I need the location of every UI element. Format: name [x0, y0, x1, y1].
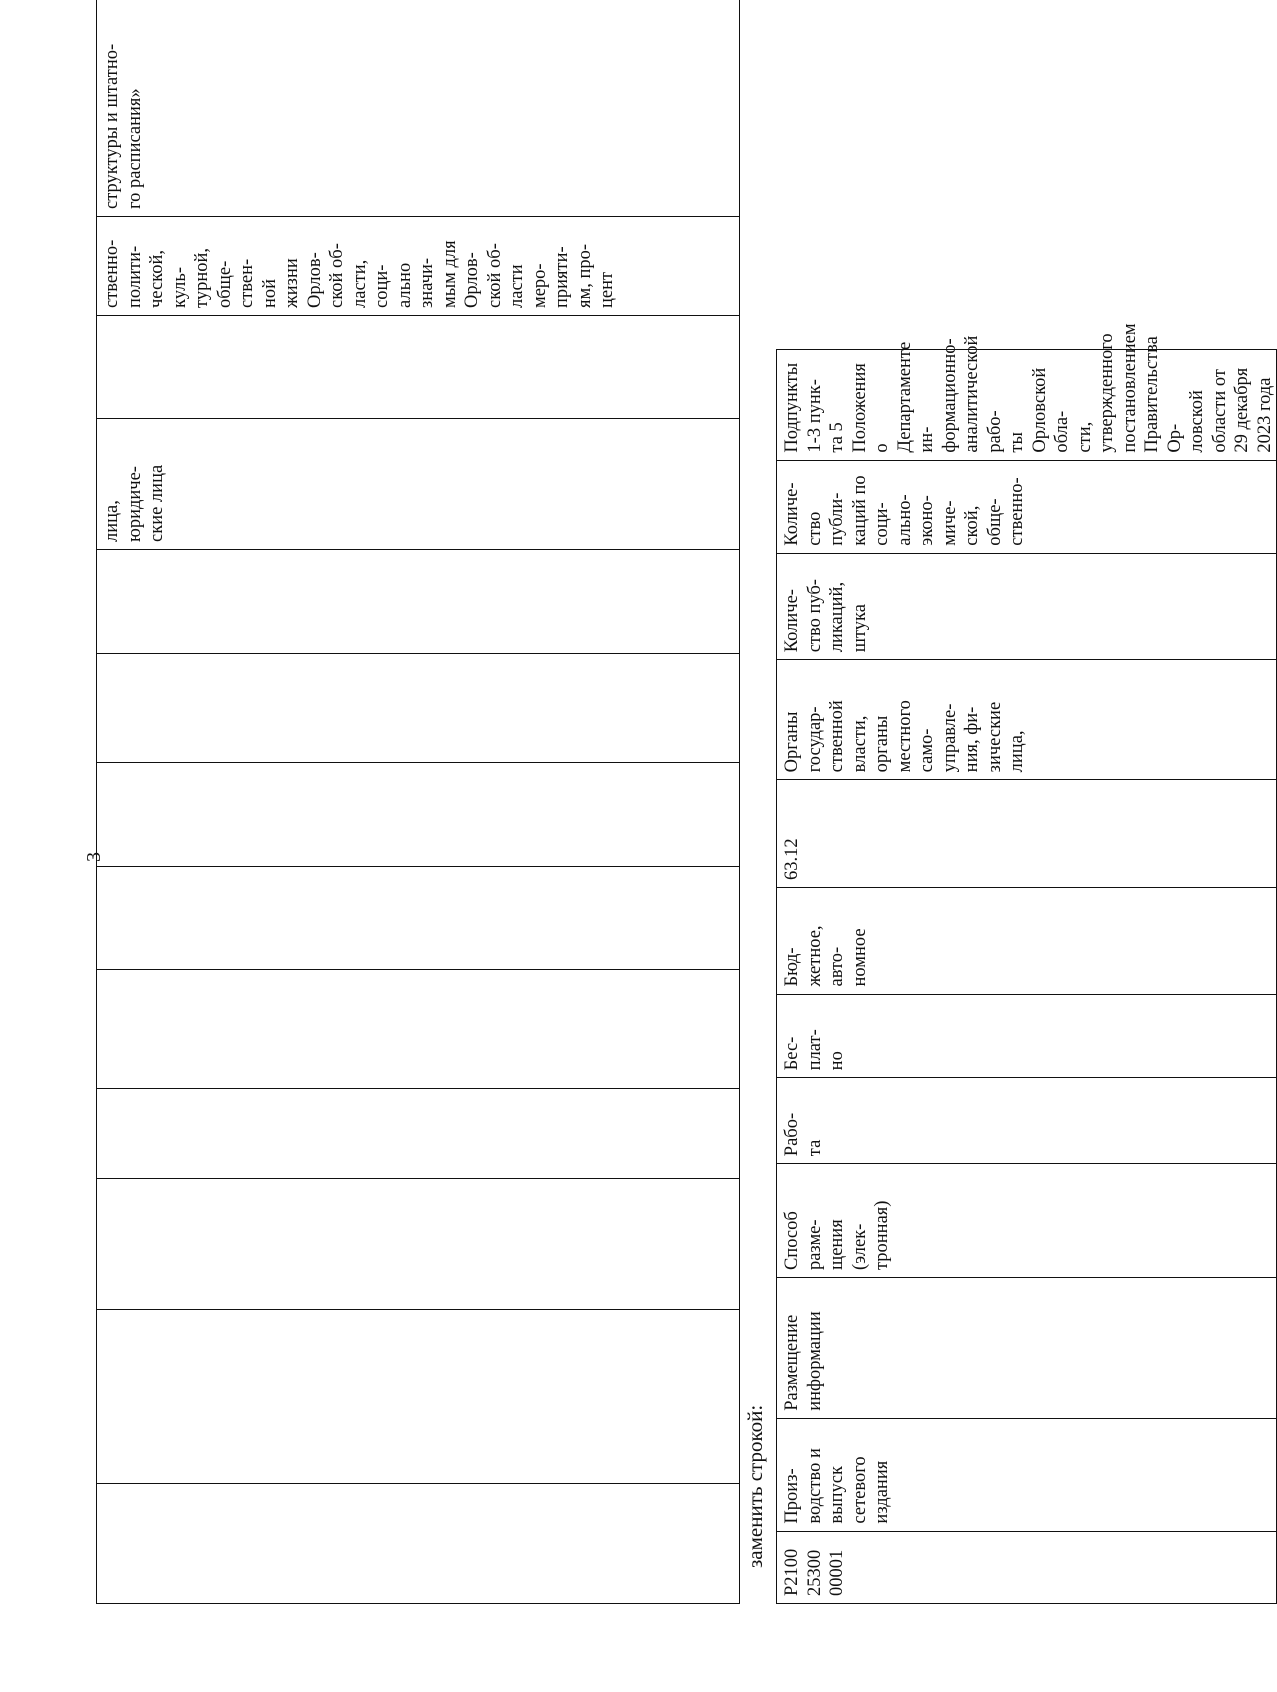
cell-content: Размещение информации [777, 1278, 1277, 1419]
cell-volume-indicator: Количе- ство пуб- ликаций, штука [777, 553, 1277, 660]
cell-registry-number [97, 1484, 740, 1604]
cell-consumers-cont: лица, юридиче- ские лица [97, 419, 740, 550]
cell-payment [97, 867, 740, 970]
cell-volume-indicator [97, 316, 740, 419]
cell-condition: Способ разме- щения (элек- тронная) [777, 1164, 1277, 1278]
cell-condition [97, 1089, 740, 1179]
cell-registry-number: Р2100 25300 00001 [777, 1531, 1277, 1603]
cell-okved: 63.12 [777, 780, 1277, 888]
cell-consumers [97, 550, 740, 654]
cell-consumers: Органы государ- ственной власти, органы местного само- управле- ния, фи- зические лица, [777, 660, 1277, 780]
cell-okved [97, 654, 740, 763]
cell-institution-type: Бюд- жетное, авто- номное [777, 887, 1277, 994]
table-row [97, 0, 740, 1604]
cell-content [97, 1179, 740, 1310]
cell-payment: Бес- плат- но [777, 994, 1277, 1078]
cell-quality-indicator: Количе- ство публи- каций по соци- ально- эконо- миче- ской, обще- ственно- [777, 460, 1277, 553]
page-number: 3 [83, 852, 105, 862]
table-continuation [96, 0, 740, 1604]
replace-with-row-label: заменить строкой: [743, 1404, 767, 1568]
table-replacement-row [776, 14, 1277, 1604]
cell-legal-basis: структуры и штатно- го расписания» [97, 0, 740, 217]
cell-institution-type [97, 763, 740, 867]
table-row [777, 14, 1277, 1604]
cell-type: Рабо- та [777, 1078, 1277, 1164]
cell-legal-basis: Подпункты 1-3 пунк- та 5 Положения о Департаменте ин- формационно- аналитической рабо- ты Орловской обла- сти, утвержденного постановлением Правительства Ор- ловской области от 29 декабря 2023 года [777, 349, 1277, 460]
cell-type [97, 970, 740, 1089]
cell-service-name [97, 1310, 740, 1484]
cell-service-name: Произ- водство и выпуск сетевого издания [777, 1418, 1277, 1531]
cell-quality-indicator: ственно- полити- ческой, куль- турной, обще- ствен- ной жизни Орлов- ской об- ласти, соци- ально значи- мым для Орлов- ской об- ласти меро- прияти- ям, про- цент [97, 217, 740, 316]
